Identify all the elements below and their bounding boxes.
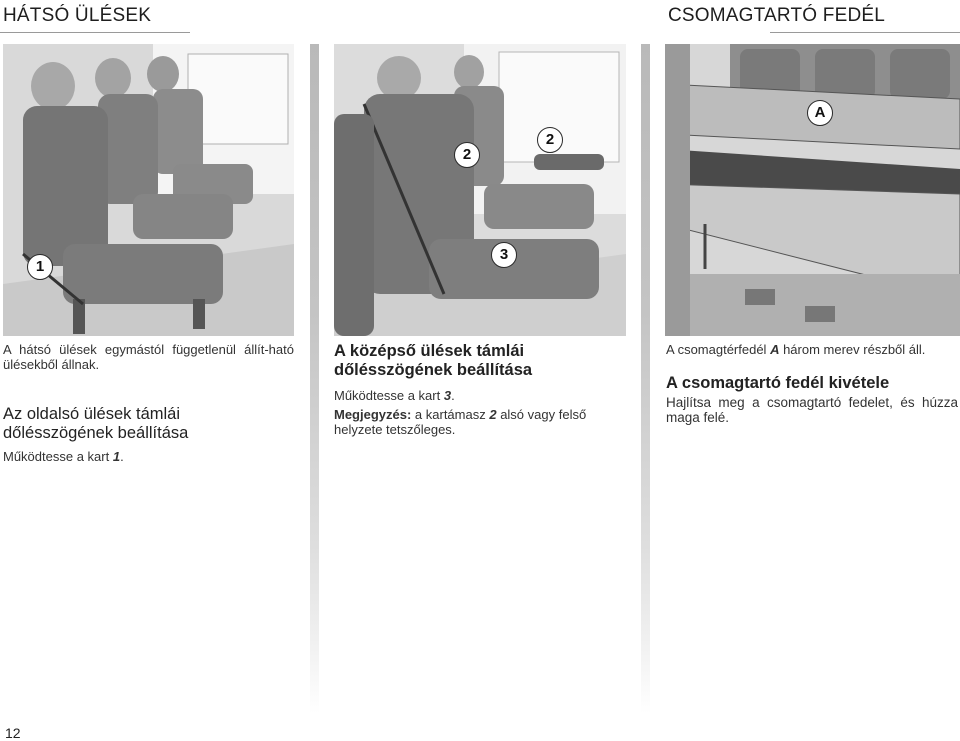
- figure-middle-seats: [334, 44, 626, 336]
- column-divider-right: [641, 44, 650, 714]
- instruction-side-seats: [3, 449, 294, 464]
- intro-text: A hátsó ülések egymástól függetlenül állít-ható ülésekből állnak.: [3, 342, 294, 372]
- instruction-text: Működtesse a kart: [334, 388, 444, 403]
- section-title-rear-seats: HÁTSÓ ÜLÉSEK: [3, 5, 152, 26]
- heading-side-seats-backrest: Az oldalsó ülések támlái dőlésszögének beállítása: [3, 405, 189, 442]
- note-label: Megjegyzés:: [334, 407, 412, 422]
- callout-3: 3: [491, 242, 517, 268]
- figure-side-seats: [3, 44, 294, 336]
- note-armrest: [334, 407, 626, 437]
- page-number: 12: [5, 725, 21, 741]
- figure-luggage-cover: [665, 44, 960, 336]
- intro-text: A csomagtérfedél: [666, 342, 771, 357]
- ref-cover-A: A: [770, 342, 780, 357]
- instruction-middle-seats: [334, 388, 626, 403]
- section-title-luggage-cover: CSOMAGTARTÓ FEDÉL: [668, 5, 886, 26]
- instruction-period: .: [451, 388, 455, 403]
- header-rule-right: [770, 32, 960, 33]
- callout-2-right: 2: [537, 127, 563, 153]
- ref-lever-3: 3: [443, 388, 452, 403]
- column-divider-left: [310, 44, 319, 714]
- callout-1: 1: [27, 254, 53, 280]
- note-text-end: alsó vagy felső helyzete tetszőleges.: [334, 407, 587, 437]
- callout-A: A: [807, 100, 833, 126]
- column-middle-seats: [334, 342, 626, 437]
- ref-armrest-2: 2: [489, 407, 497, 422]
- heading-middle-seats-backrest: A középső ülések támlái dőlésszögének beállítása: [334, 342, 533, 379]
- note-text: a kartámasz: [411, 407, 490, 422]
- instruction-cover-removal: Hajlítsa meg a csomagtartó fedelet, és húzza maga felé.: [666, 395, 958, 425]
- instruction-text: Működtesse a kart: [3, 449, 113, 464]
- ref-lever-1: 1: [112, 449, 121, 464]
- intro-text-end: három merev részből áll.: [779, 342, 926, 357]
- column-side-seats: [3, 342, 294, 464]
- column-luggage-cover: [666, 342, 958, 425]
- callout-2-left: 2: [454, 142, 480, 168]
- heading-cover-removal: A csomagtartó fedél kivétele: [666, 374, 890, 392]
- instruction-period: .: [120, 449, 124, 464]
- intro-luggage-cover: [666, 342, 958, 357]
- header-rule-left: [0, 32, 190, 33]
